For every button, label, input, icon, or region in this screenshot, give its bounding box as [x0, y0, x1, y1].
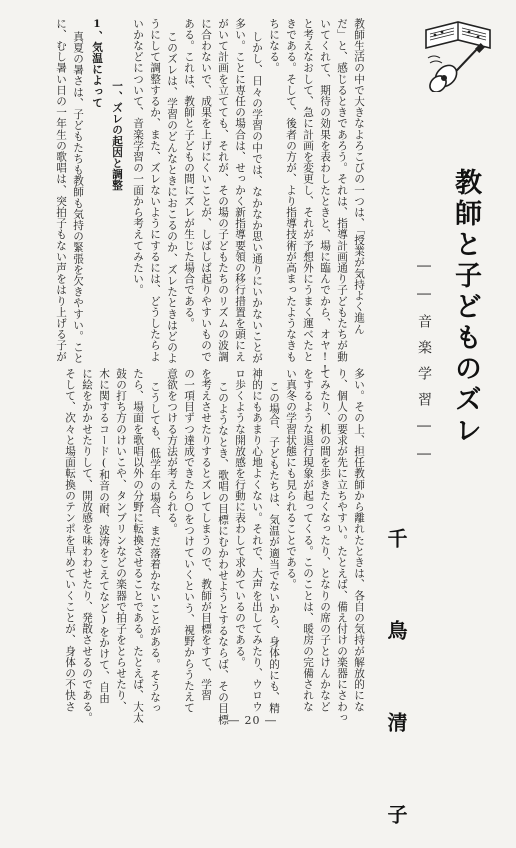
author-name: 千 鳥 清 子	[384, 528, 408, 848]
text-column: いかなどについて、音楽学習の一面から考えてみたい。	[132, 18, 144, 296]
text-column: 真夏の暑さは、子どもたちも教師も気持の緊張を欠きやすい。こと	[72, 31, 84, 364]
text-column: に、むし暑い日の一年生の歌唱は、突拍子もない声をはり上げる子が	[55, 18, 67, 363]
music-score-and-guitar-icon	[420, 8, 496, 92]
text-column: 意欲をつける方法が考えられる。	[166, 368, 178, 535]
article-title: 教師と子どものズレ	[450, 168, 481, 447]
text-column: と考えなおして、急に計画を変更し、それが予想外にうまく運べたと	[302, 18, 314, 363]
text-column: に絵をかかせたりして、開放感を味わわせたり、発散させるのである。	[81, 368, 93, 724]
article-subtitle: ――音楽学習――	[416, 258, 432, 474]
text-column: ちになる。	[268, 18, 280, 74]
text-column: がいて計画を立てても、それが、その場の子どもたちのリズムの波調	[217, 18, 229, 363]
text-column: きである。そして、後者の方が、より指導技術が高まったようなきも	[285, 18, 297, 363]
subsection-heading: 1、気温によって	[91, 18, 103, 109]
text-column: をするような退行現象が起ってくる。このことは、暖房の完備されな	[302, 368, 314, 713]
text-column: しかし、日々の学習の中では、なかなか思い通りにいかないことが	[251, 31, 263, 364]
text-column: を考えさせたりするとズレてしまうので、教師が目標をすて、学習	[200, 368, 212, 701]
text-column: だ」と、感じるときであろう。それは、指導計画通り子どもたちが動	[336, 18, 348, 363]
text-column: い真冬の学習状態にも見られることである。	[285, 368, 297, 590]
text-column: こうしても、低学年の場合、まだ落着かないことがある。そうなっ	[149, 381, 161, 714]
text-column: そして、次々と場面転換のテンポを早めていくことが、身体の不快さ	[64, 368, 76, 713]
section-heading: 一、ズレの起因と調整	[111, 80, 123, 191]
text-column: うにして調整するか、また、ズレないようにするには、どうしたらよ	[149, 18, 161, 363]
text-column: てみたり、机の間を歩きたくなったり、となりの席の子とけんかなど	[319, 368, 331, 713]
text-column: ある。これは、教師と子どもの間にズレが生じた場合である。	[183, 18, 195, 329]
text-column: 木に関するコード(和音の耐、波涛をこえてなど)をかけて、自由	[98, 368, 110, 704]
text-column: に合わないで、成果を上げにくいことが、しばしば起りやすいもので	[200, 18, 212, 363]
text-column: 多い。その上、担任教師から離れたときは、各自の気持が解放的にな	[353, 368, 365, 713]
text-column: 鼓の打ち方のけいこや、タンブリンなどの楽器で拍子をとらせたり、	[115, 368, 127, 713]
text-column: このようなとき、歌唱の目標にむかわせようとするならば、その目標	[217, 381, 229, 726]
text-column: この場合、子どもたちは、気温が適当でないから、身体的にも、精	[268, 381, 280, 714]
text-column: このズレは、学習のどんなときにおこるのか、ズレたときはどのよ	[166, 31, 178, 364]
text-column: り、個人の要求が先に立ちやすい。たとえば、備え付けの楽器にさわっ	[336, 368, 348, 724]
text-column: 教師生活の中で大きなよろこびの一つは、「授業が気持よく進ん	[353, 18, 365, 335]
text-column: たら、場面を歌唱以外の分野に転換させることである。たとえば、大太	[132, 368, 144, 724]
text-column: ロ歩くような開放感を行動に表わして求めているのである。	[234, 368, 246, 668]
text-column: 神的にもあまり心地よくない。それで、大声を出してみたり、ウロウ	[251, 368, 263, 713]
page-number: ― 20 ―	[228, 714, 277, 727]
text-column: 多い。ことに専任の場合は、せっかく新指導要領の移行措置を頭にえ	[234, 18, 246, 363]
text-column: の一項目ずつ達成できたら○をつけていくという、視野からうたえて	[183, 368, 195, 714]
text-column: いてくれて、期待の効果を表わしたときと、場に臨んでから、オヤ!!	[319, 18, 331, 376]
